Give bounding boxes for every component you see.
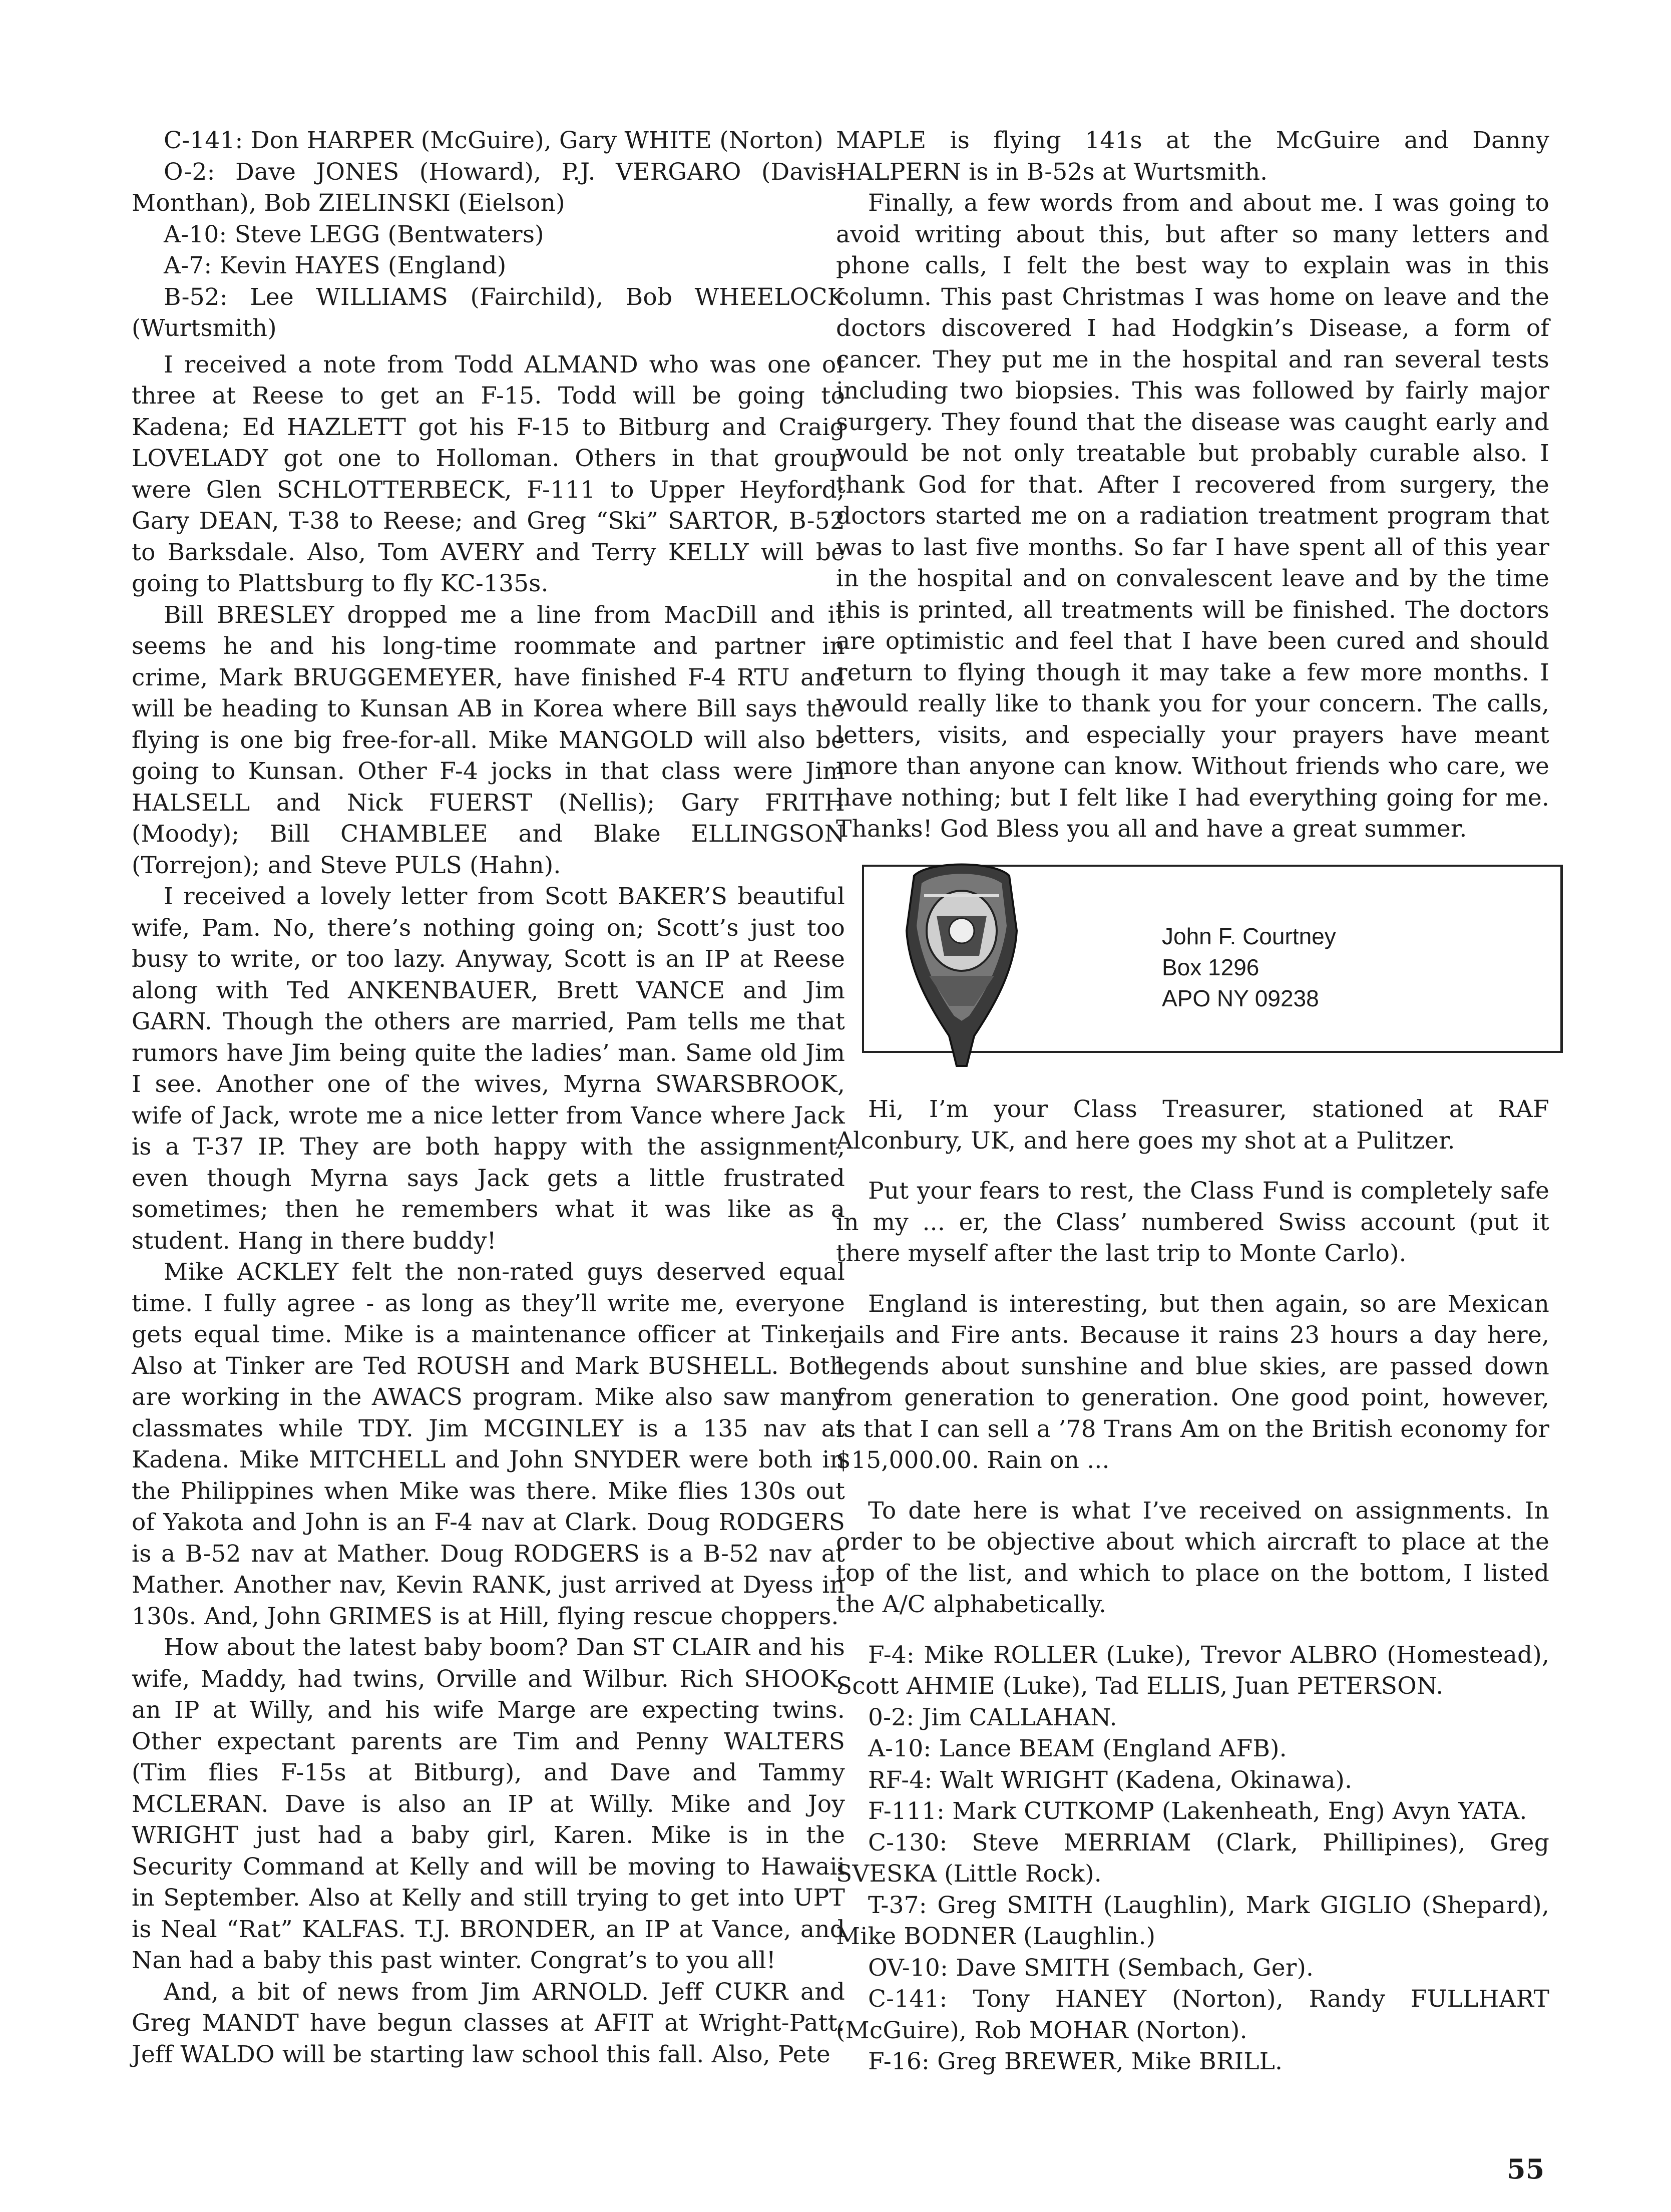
paragraph: Put your fears to rest, the Class Fund is completely safe in my ... er, the Class’ numbered Swiss account (put it there myself after the last trip to Monte Carlo). [836,1177,1549,1267]
right-column-lower [836,1094,1549,2078]
paragraph: How about the latest baby boom? Dan ST CLAIR and his wife, Maddy, had twins, Orville and Wilbur. Rich SHOOK, an IP at Willy, and his wife Marge are expecting twins. Other expectant parents are Tim and Penny WALTERS (Tim flies F-15s at Bitburg), and Dave and Tammy MCLERAN. Dave is also an IP at Willy. Mike and Joy WRIGHT just had a baby girl, Karen. Mike is in the Security Command at Kelly and will be moving to Hawaii in September. Also at Kelly and still trying to get into UPT is Neal “Rat” KALFAS. T.J. BRONDER, an IP at Vance, and Nan had a baby this past winter. Congrat’s to you all! [132,1634,845,1974]
assignment-item: T-37: Greg SMITH (Laughlin), Mark GIGLIO (Shepard), Mike BODNER (Laughlin.) [836,1891,1549,1950]
address-box [862,865,1563,1053]
address-box-number: Box 1296 [1162,954,1260,980]
mailing-address [1162,921,1336,1014]
left-column [132,125,845,2070]
paragraph: C-141: Don HARPER (McGuire), Gary WHITE (Norton) [164,127,823,154]
paragraph: And, a bit of news from Jim ARNOLD. Jeff CUKR and Greg MANDT have begun classes at AFIT at Wright-Patt. Jeff WALDO will be starting law school this fall. Also, Pete [132,1978,845,2068]
address-apo: APO NY 09238 [1162,985,1319,1011]
paragraph: Finally, a few words from and about me. I was going to avoid writing about this, but after so many letters and phone calls, I felt the best way to explain was in this column. This past Christmas I was home on leave and the doctors discovered I had Hodgkin’s Disease, a form of cancer. They put me in the hospital and ran several tests including two biopsies. This was followed by fairly major surgery. They found that the disease was caught early and would be not only treatable but probably curable also. I thank God for that. After I recovered from surgery, the doctors started me on a radiation treatment program that was to last five months. So far I have spent all of this year in the hospital and on convalescent leave and by the time this is printed, all treatments will be finished. The doctors are optimistic and feel that I have been cured and should return to flying though it may take a few more months. I would really like to thank you for your concern. The calls, letters, visits, and especially your prayers have meant more than anyone can know. Without friends who care, we have nothing; but I felt like I had everything going for me. Thanks! God Bless you all and have a great summer. [836,189,1549,843]
paragraph: A-7: Kevin HAYES (England) [164,252,507,279]
paragraph: I received a lovely letter from Scott BAKER’S beautiful wife, Pam. No, there’s nothing going on; Scott’s just too busy to write, or too lazy. Anyway, Scott is an IP at Reese along with Ted ANKENBAUER, Brett VANCE and Jim GARN. Though the others are married, Pam tells me that rumors have Jim being quite the ladies’ man. Same old Jim I see. Another one of the wives, Myrna SWARSBROOK, wife of Jack, wrote me a nice letter from Vance where Jack is a T-37 IP. They are both happy with the assignment, even though Myrna says Jack gets a little frustrated sometimes; then he remembers what it was like as a student. Hang in there buddy! [132,883,845,1255]
assignment-item: RF-4: Walt WRIGHT (Kadena, Okinawa). [868,1766,1353,1794]
paragraph: Mike ACKLEY felt the non-rated guys deserved equal time. I fully agree - as long as they’ll write me, everyone gets equal time. Mike is a maintenance officer at Tinker. Also at Tinker are Ted ROUSH and Mark BUSHELL. Both are working in the AWACS program. Mike also saw many classmates while TDY. Jim MCGINLEY is a 135 nav at Kadena. Mike MITCHELL and John SNYDER were both in the Philippines when Mike was there. Mike flies 130s out of Yakota and John is an F-4 nav at Clark. Doug RODGERS is a B-52 nav at Mather. Doug RODGERS is a B-52 nav at Mather. Another nav, Kevin RANK, just arrived at Dyess in 130s. And, John GRIMES is at Hill, flying rescue choppers. [132,1258,845,1630]
class-ring-icon [899,856,1024,1076]
page-number: 55 [1507,2153,1545,2185]
assignment-item: F-16: Greg BREWER, Mike BRILL. [868,2048,1283,2075]
right-column [836,125,1549,845]
paragraph: I received a note from Todd ALMAND who was one of three at Reese to get an F-15. Todd will be going to Kadena; Ed HAZLETT got his F-15 to Bitburg and Craig LOVELADY got one to Holloman. Others in that group were Glen SCHLOTTERBECK, F-111 to Upper Heyford; Gary DEAN, T-38 to Reese; and Greg “Ski” SARTOR, B-52 to Barksdale. Also, Tom AVERY and Terry KELLY will be going to Plattsburg to fly KC-135s. [132,350,845,597]
assignment-item: A-10: Lance BEAM (England AFB). [868,1735,1287,1762]
paragraph: Bill BRESLEY dropped me a line from MacDill and it seems he and his long-time roommate and partner in crime, Mark BRUGGEMEYER, have finished F-4 RTU and will be heading to Kunsan AB in Korea where Bill says the flying is one big free-for-all. Mike MANGOLD will also be going to Kunsan. Other F-4 jocks in that class were Jim HALSELL and Nick FUERST (Nellis); Gary FRITH (Moody); Bill CHAMBLEE and Blake ELLINGSON (Torrejon); and Steve PULS (Hahn). [132,601,845,879]
assignment-item: 0-2: Jim CALLAHAN. [868,1703,1117,1731]
paragraph: A-10: Steve LEGG (Bentwaters) [164,220,544,248]
assignment-item: OV-10: Dave SMITH (Sembach, Ger). [868,1954,1314,1982]
paragraph: O-2: Dave JONES (Howard), P.J. VERGARO (Davis-Monthan), Bob ZIELINSKI (Eielson) [132,158,845,217]
assignment-item: C-141: Tony HANEY (Norton), Randy FULLHART (McGuire), Rob MOHAR (Norton). [836,1985,1549,2044]
paragraph: Hi, I’m your Class Treasurer, stationed at RAF Alconbury, UK, and here goes my shot at a Pulitzer. [836,1095,1549,1155]
paragraph: To date here is what I’ve received on assignments. In order to be objective about which aircraft to place at the top of the list, and which to place on the bottom, I listed the A/C alphabetically. [836,1497,1549,1618]
address-name: John F. Courtney [1162,923,1336,949]
paragraph: MAPLE is flying 141s at the McGuire and Danny HALPERN is in B-52s at Wurtsmith. [836,127,1549,186]
paragraph: B-52: Lee WILLIAMS (Fairchild), Bob WHEELOCK (Wurtsmith) [132,283,845,342]
paragraph: England is interesting, but then again, so are Mexican jails and Fire ants. Because it rains 23 hours a day here, legends about sunshine and blue skies, are passed down from generation to generation. One good point, however, is that I can sell a ’78 Trans Am on the British economy for $15,000.00. Rain on ... [836,1290,1549,1474]
assignment-item: F-4: Mike ROLLER (Luke), Trevor ALBRO (Homestead), Scott AHMIE (Luke), Tad ELLIS, Juan PETERSON. [836,1641,1549,1700]
assignment-item: C-130: Steve MERRIAM (Clark, Phillipines), Greg SVESKA (Little Rock). [836,1828,1549,1888]
assignment-item: F-111: Mark CUTKOMP (Lakenheath, Eng) Avyn YATA. [868,1797,1527,1825]
